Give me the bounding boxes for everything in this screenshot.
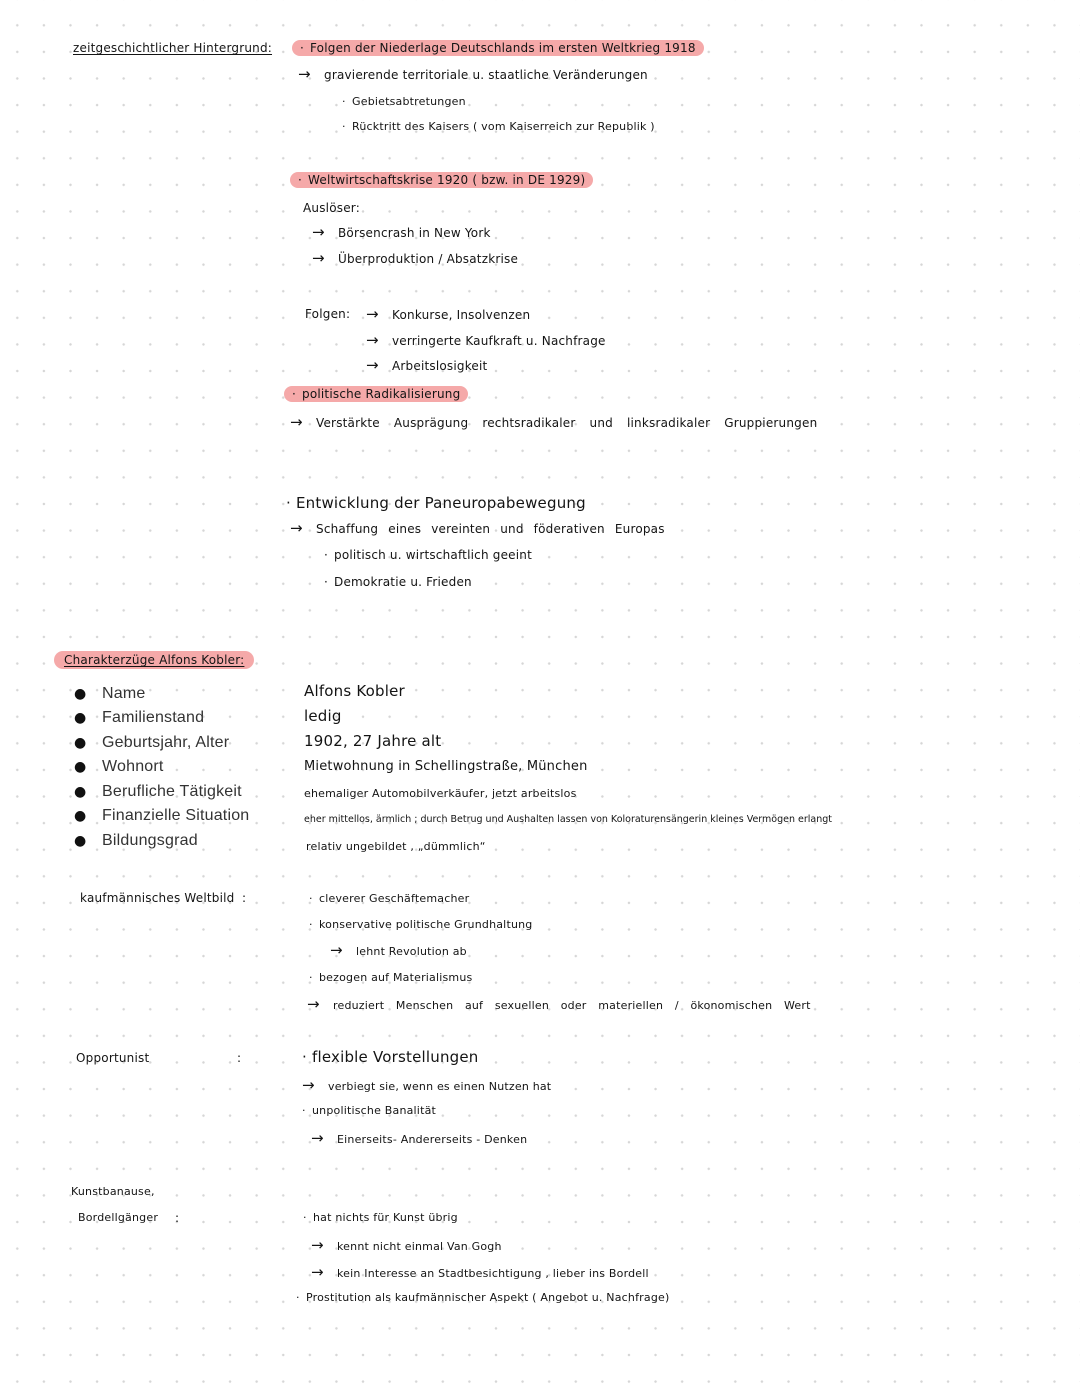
arrow-icon: →	[311, 1263, 324, 1281]
arrow-line: → Verstärkte Ausprägung rechtsradikaler und linksradikaler Gruppierungen	[290, 413, 818, 431]
bullet-icon: ●	[74, 735, 87, 751]
bullet-icon: ●	[74, 759, 87, 775]
arrow-line: → verbiegt sie, wenn es einen Nutzen hat	[302, 1076, 552, 1094]
section-heading-charakterzuege: Charakterzüge Alfons Kobler:	[62, 652, 254, 668]
arrow-icon: →	[366, 305, 379, 323]
list-item: · konservative politische Grundhaltung	[309, 918, 533, 931]
bullet-icon: ●	[74, 710, 87, 726]
profile-value: relativ ungebildet , „dümmlich“	[306, 840, 486, 853]
arrow-icon: →	[366, 331, 379, 349]
arrow-line: → gravierende territoriale u. staatliche Veränderungen	[298, 65, 648, 83]
list-item: · politisch u. wirtschaftlich geeint	[324, 548, 532, 562]
topic-title: Weltwirtschaftskrise 1920 ( bzw. in DE 1929)	[308, 173, 586, 187]
trait-separator: :	[237, 1051, 242, 1065]
topic-title: politische Radikalisierung	[302, 387, 461, 401]
list-item: · Gebietsabtretungen	[342, 95, 466, 108]
arrow-icon: →	[330, 941, 343, 959]
topic-radikalisierung: · politische Radikalisierung	[292, 386, 468, 402]
trait-label-kunstbanause: Kunstbanause,	[71, 1185, 155, 1198]
list-item: · Prostitution als kaufmännischer Aspekt ( Angebot u. Nachfrage)	[296, 1291, 670, 1304]
list-item: · bezogen auf Materialismus	[309, 971, 473, 984]
arrow-line: → Schaffung eines vereinten und föderativen Europas	[290, 519, 665, 537]
arrow-icon: →	[307, 995, 320, 1013]
list-item: · flexible Vorstellungen	[302, 1048, 479, 1066]
arrow-line: → Konkurse, Insolvenzen	[366, 305, 531, 323]
arrow-line: → Börsencrash in New York	[312, 223, 491, 241]
trait-label-weltbild: kaufmännisches Weltbild	[80, 891, 235, 905]
label-folgen: Folgen:	[305, 307, 351, 321]
arrow-line: → verringerte Kaufkraft u. Nachfrage	[366, 331, 606, 349]
topic-folgen-weltkrieg: · Folgen der Niederlage Deutschlands im ersten Weltkrieg 1918	[300, 40, 704, 56]
trait-label-opportunist: Opportunist	[76, 1051, 150, 1065]
arrow-icon: →	[366, 356, 379, 374]
label-ausloeser: Auslöser:	[303, 201, 360, 215]
arrow-icon: →	[290, 413, 303, 431]
arrow-icon: →	[312, 223, 325, 241]
profile-label: Geburtsjahr, Alter	[102, 734, 230, 751]
profile-label: Berufliche Tätigkeit	[102, 783, 242, 800]
profile-label: Familienstand	[102, 709, 205, 726]
arrow-line: → Einerseits- Andererseits - Denken	[311, 1129, 528, 1147]
arrow-line: → kennt nicht einmal Van Gogh	[311, 1236, 502, 1254]
bullet-icon: ●	[74, 833, 87, 849]
profile-label: Finanzielle Situation	[102, 807, 250, 824]
section-heading-hintergrund: zeitgeschichtlicher Hintergrund:	[73, 41, 273, 55]
arrow-line: → lehnt Revolution ab	[330, 941, 467, 959]
profile-value: eher mittellos, ärmlich ; durch Betrug und Aushalten lassen von Koloraturensängerin kleines Vermögen erlangt	[304, 814, 833, 825]
arrow-icon: →	[298, 65, 311, 83]
profile-value: ledig	[304, 707, 342, 725]
list-item: · unpolitische Banalität	[302, 1104, 437, 1117]
arrow-icon: →	[312, 249, 325, 267]
arrow-icon: →	[290, 519, 303, 537]
profile-value: Mietwohnung in Schellingstraße, München	[304, 759, 588, 774]
trait-label-bordellgaenger: Bordellgänger	[78, 1211, 159, 1224]
arrow-icon: →	[302, 1076, 315, 1094]
profile-value: ehemaliger Automobilverkäufer, jetzt arbeitslos	[304, 787, 577, 800]
arrow-line: → kein Interesse an Stadtbesichtigung , lieber ins Bordell	[311, 1263, 649, 1281]
trait-separator: :	[175, 1211, 180, 1225]
profile-value: Alfons Kobler	[304, 682, 405, 700]
topic-title: Entwicklung der Paneuropabewegung	[296, 494, 586, 512]
bullet-icon: ●	[74, 808, 87, 824]
list-item: · cleverer Geschäftemacher	[309, 892, 470, 905]
bullet-icon: ●	[74, 686, 87, 702]
bullet-icon: ●	[74, 784, 87, 800]
list-item: · Rücktritt des Kaisers ( vom Kaiserreich zur Republik )	[342, 120, 655, 133]
topic-title: Folgen der Niederlage Deutschlands im ersten Weltkrieg 1918	[310, 41, 696, 55]
list-item: · Demokratie u. Frieden	[324, 575, 472, 589]
arrow-icon: →	[311, 1236, 324, 1254]
arrow-icon: →	[311, 1129, 324, 1147]
arrow-line: → reduziert Menschen auf sexuellen oder materiellen / ökonomischen Wert	[307, 995, 811, 1013]
topic-weltwirtschaftskrise: · Weltwirtschaftskrise 1920 ( bzw. in DE 1929)	[298, 172, 593, 188]
profile-label: Wohnort	[102, 758, 164, 775]
profile-label: Bildungsgrad	[102, 832, 198, 849]
arrow-line: → Überproduktion / Absatzkrise	[312, 249, 519, 267]
topic-paneuropa: · Entwicklung der Paneuropabewegung	[286, 494, 586, 512]
trait-separator: :	[242, 891, 247, 905]
list-item: · hat nichts für Kunst übrig	[303, 1211, 458, 1224]
arrow-line: → Arbeitslosigkeit	[366, 356, 488, 374]
profile-value: 1902, 27 Jahre alt	[304, 732, 442, 750]
profile-label: Name	[102, 685, 146, 702]
